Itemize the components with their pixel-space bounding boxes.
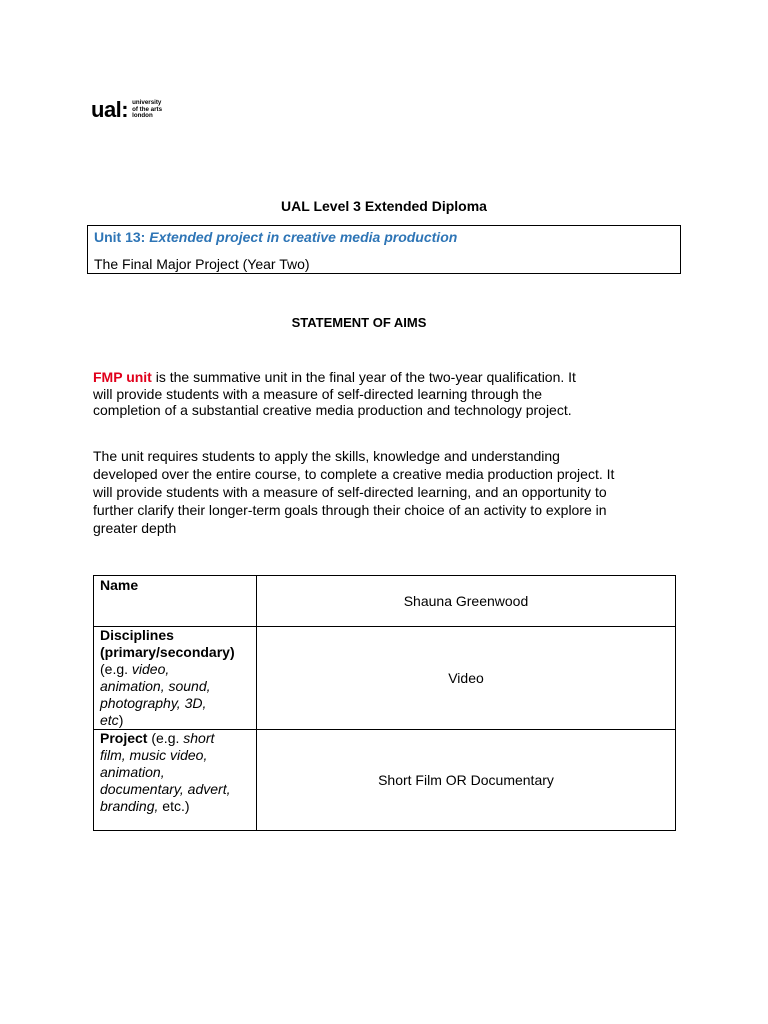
unit-label: Unit 13: (94, 229, 146, 245)
paragraph-text: is the summative unit in the final year of the two-year qualification. It (151, 369, 576, 385)
student-info-table (93, 575, 676, 831)
disciplines-hint: animation, sound, (100, 678, 211, 694)
disciplines-label-cell (94, 627, 257, 730)
paragraph-fmp-summary (93, 369, 693, 419)
unit-box (87, 225, 681, 274)
logo-line: university (132, 99, 162, 107)
name-value: Shauna Greenwood (257, 576, 676, 627)
project-hint: animation, (100, 764, 165, 780)
project-hint: branding, (100, 798, 159, 814)
document-title: UAL Level 3 Extended Diploma (281, 198, 487, 214)
project-hint: short (183, 730, 215, 746)
unit-heading (94, 229, 457, 245)
name-label: Name (100, 577, 139, 593)
disciplines-hint: ) (118, 712, 124, 728)
project-hint: film, music video, (100, 747, 208, 763)
disciplines-hint: etc (100, 712, 119, 728)
disciplines-hint: photography, 3D, (100, 695, 207, 711)
logo-wordmark (132, 100, 162, 119)
disciplines-label-sub: (primary/secondary) (100, 644, 235, 660)
disciplines-hint: video, (131, 661, 170, 677)
table-row-project (94, 730, 676, 831)
table-row-name (94, 576, 676, 627)
paragraph-unit-requirements (93, 447, 693, 537)
logo-line: of the arts (132, 105, 163, 113)
ual-logo (91, 98, 162, 122)
disciplines-value: Video (257, 627, 676, 730)
paragraph-text: greater depth (93, 520, 177, 536)
paragraph-text: The unit requires students to apply the skills, knowledge and understanding (93, 448, 560, 464)
project-hint: documentary, advert, (100, 781, 231, 797)
unit-name: Extended project in creative media production (149, 229, 458, 245)
logo-mark: ual: (91, 97, 129, 122)
aims-heading: STATEMENT OF AIMS (291, 315, 427, 330)
paragraph-text: will provide students with a measure of self-directed learning through the (93, 385, 543, 402)
unit-subtitle: The Final Major Project (Year Two) (94, 256, 310, 272)
project-label-cell (94, 730, 257, 831)
paragraph-text: will provide students with a measure of self-directed learning, and an opportunity to (93, 484, 607, 500)
logo-line: london (132, 112, 153, 120)
paragraph-text: developed over the entire course, to complete a creative media production project. It (93, 466, 615, 482)
project-hint: etc.) (158, 798, 190, 814)
name-label-cell (94, 576, 257, 627)
project-label: Project (100, 730, 148, 746)
paragraph-text: further clarify their longer-term goals through their choice of an activity to explore in (93, 502, 607, 518)
project-value: Short Film OR Documentary (257, 730, 676, 831)
paragraph-text: completion of a substantial creative media production and technology project. (93, 402, 572, 418)
table-row-disciplines (94, 627, 676, 730)
disciplines-hint: (e.g. (100, 661, 132, 677)
disciplines-label: Disciplines (100, 627, 174, 643)
fmp-highlight: FMP unit (93, 369, 152, 385)
project-hint: (e.g. (147, 730, 184, 746)
